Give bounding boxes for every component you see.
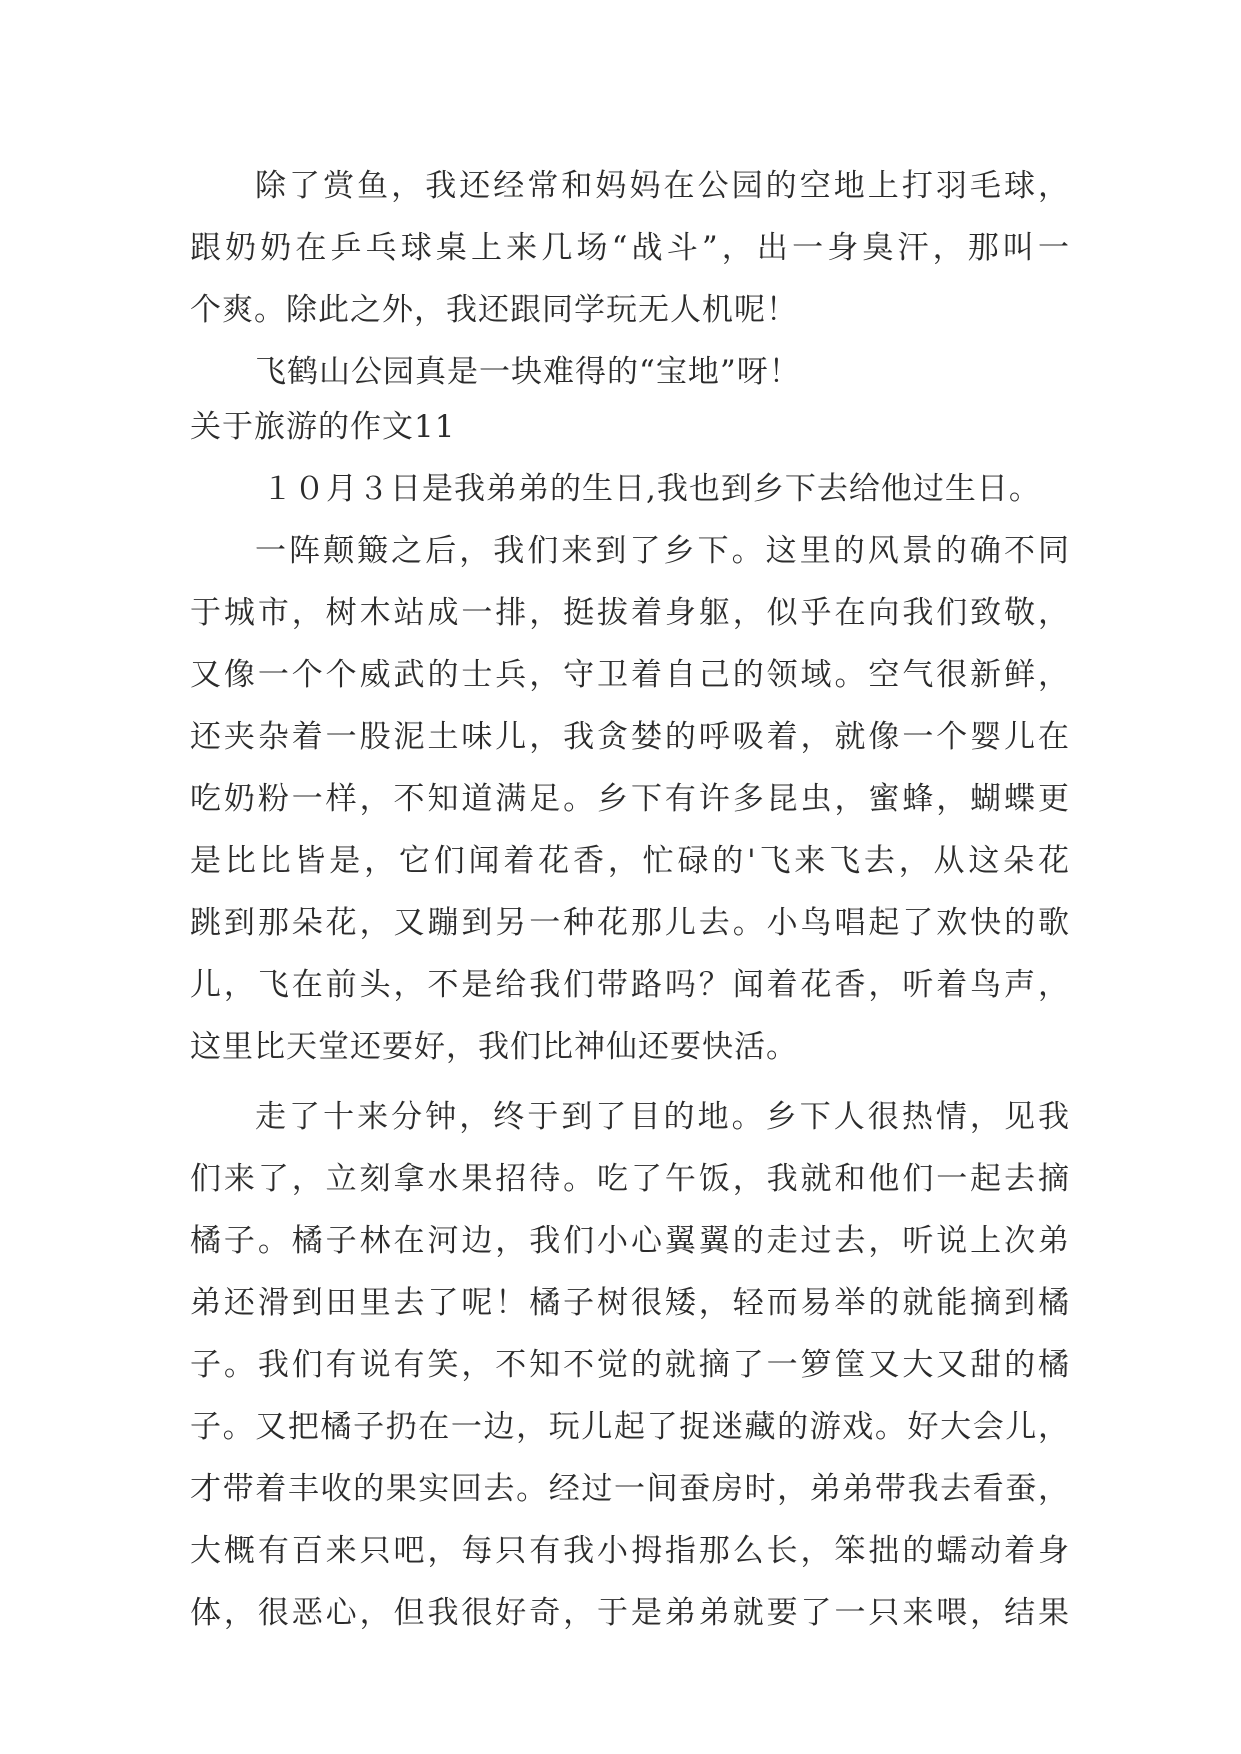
paragraph-4-line-1: 一阵颠簸之后，我们来到了乡下。这里的风景的确不同 (255, 533, 1070, 569)
paragraph-1-line-3: 个爽。除此之外，我还跟同学玩无人机呢！ (190, 292, 798, 328)
paragraph-5-line-7: 才带着丰收的果实回去。经过一间蚕房时，弟弟带我去看蚕， (190, 1471, 1070, 1507)
paragraph-4-line-2: 于城市，树木站成一排，挺拔着身躯，似乎在向我们致敬， (190, 595, 1070, 631)
paragraph-5-line-5: 子。我们有说有笑，不知不觉的就摘了一箩筐又大又甜的橘 (190, 1347, 1070, 1383)
paragraph-1-line-2: 跟奶奶在乒乓球桌上来几场“战斗”，出一身臭汗，那叫一 (190, 230, 1070, 266)
paragraph-5-line-3: 橘子。橘子林在河边，我们小心翼翼的走过去，听说上次弟 (190, 1223, 1070, 1259)
paragraph-5-line-6: 子。又把橘子扔在一边，玩儿起了捉迷藏的游戏。好大会儿， (190, 1409, 1070, 1445)
paragraph-5-line-8: 大概有百来只吧，每只有我小拇指那么长，笨拙的蠕动着身 (190, 1533, 1070, 1569)
paragraph-4-line-3: 又像一个个威武的士兵，守卫着自己的领域。空气很新鲜， (190, 657, 1070, 693)
essay-heading: 关于旅游的作文11 (190, 409, 456, 445)
paragraph-4-line-6: 是比比皆是，它们闻着花香，忙碌的'飞来飞去，从这朵花 (190, 843, 1070, 879)
paragraph-5-line-9: 体，很恶心，但我很好奇，于是弟弟就要了一只来喂，结果 (190, 1595, 1070, 1631)
paragraph-1-line-1: 除了赏鱼，我还经常和妈妈在公园的空地上打羽毛球， (255, 168, 1070, 204)
paragraph-5-line-1: 走了十来分钟，终于到了目的地。乡下人很热情，见我 (255, 1099, 1070, 1135)
paragraph-4-line-8: 儿，飞在前头，不是给我们带路吗？闻着花香，听着鸟声， (190, 967, 1070, 1003)
paragraph-4-line-9: 这里比天堂还要好，我们比神仙还要快活。 (190, 1029, 798, 1065)
paragraph-4-line-4: 还夹杂着一股泥土味儿，我贪婪的呼吸着，就像一个婴儿在 (190, 719, 1070, 755)
paragraph-5-line-2: 们来了，立刻拿水果招待。吃了午饭，我就和他们一起去摘 (190, 1161, 1070, 1197)
paragraph-4-line-7: 跳到那朵花，又蹦到另一种花那儿去。小鸟唱起了欢快的歌 (190, 905, 1070, 941)
paragraph-5-line-4: 弟还滑到田里去了呢！橘子树很矮，轻而易举的就能摘到橘 (190, 1285, 1070, 1321)
paragraph-2-line-1: 飞鹤山公园真是一块难得的“宝地”呀！ (255, 354, 801, 390)
paragraph-3-line-1: １０月３日是我弟弟的生日,我也到乡下去给他过生日。 (262, 471, 1041, 507)
paragraph-4-line-5: 吃奶粉一样，不知道满足。乡下有许多昆虫，蜜蜂，蝴蝶更 (190, 781, 1070, 817)
